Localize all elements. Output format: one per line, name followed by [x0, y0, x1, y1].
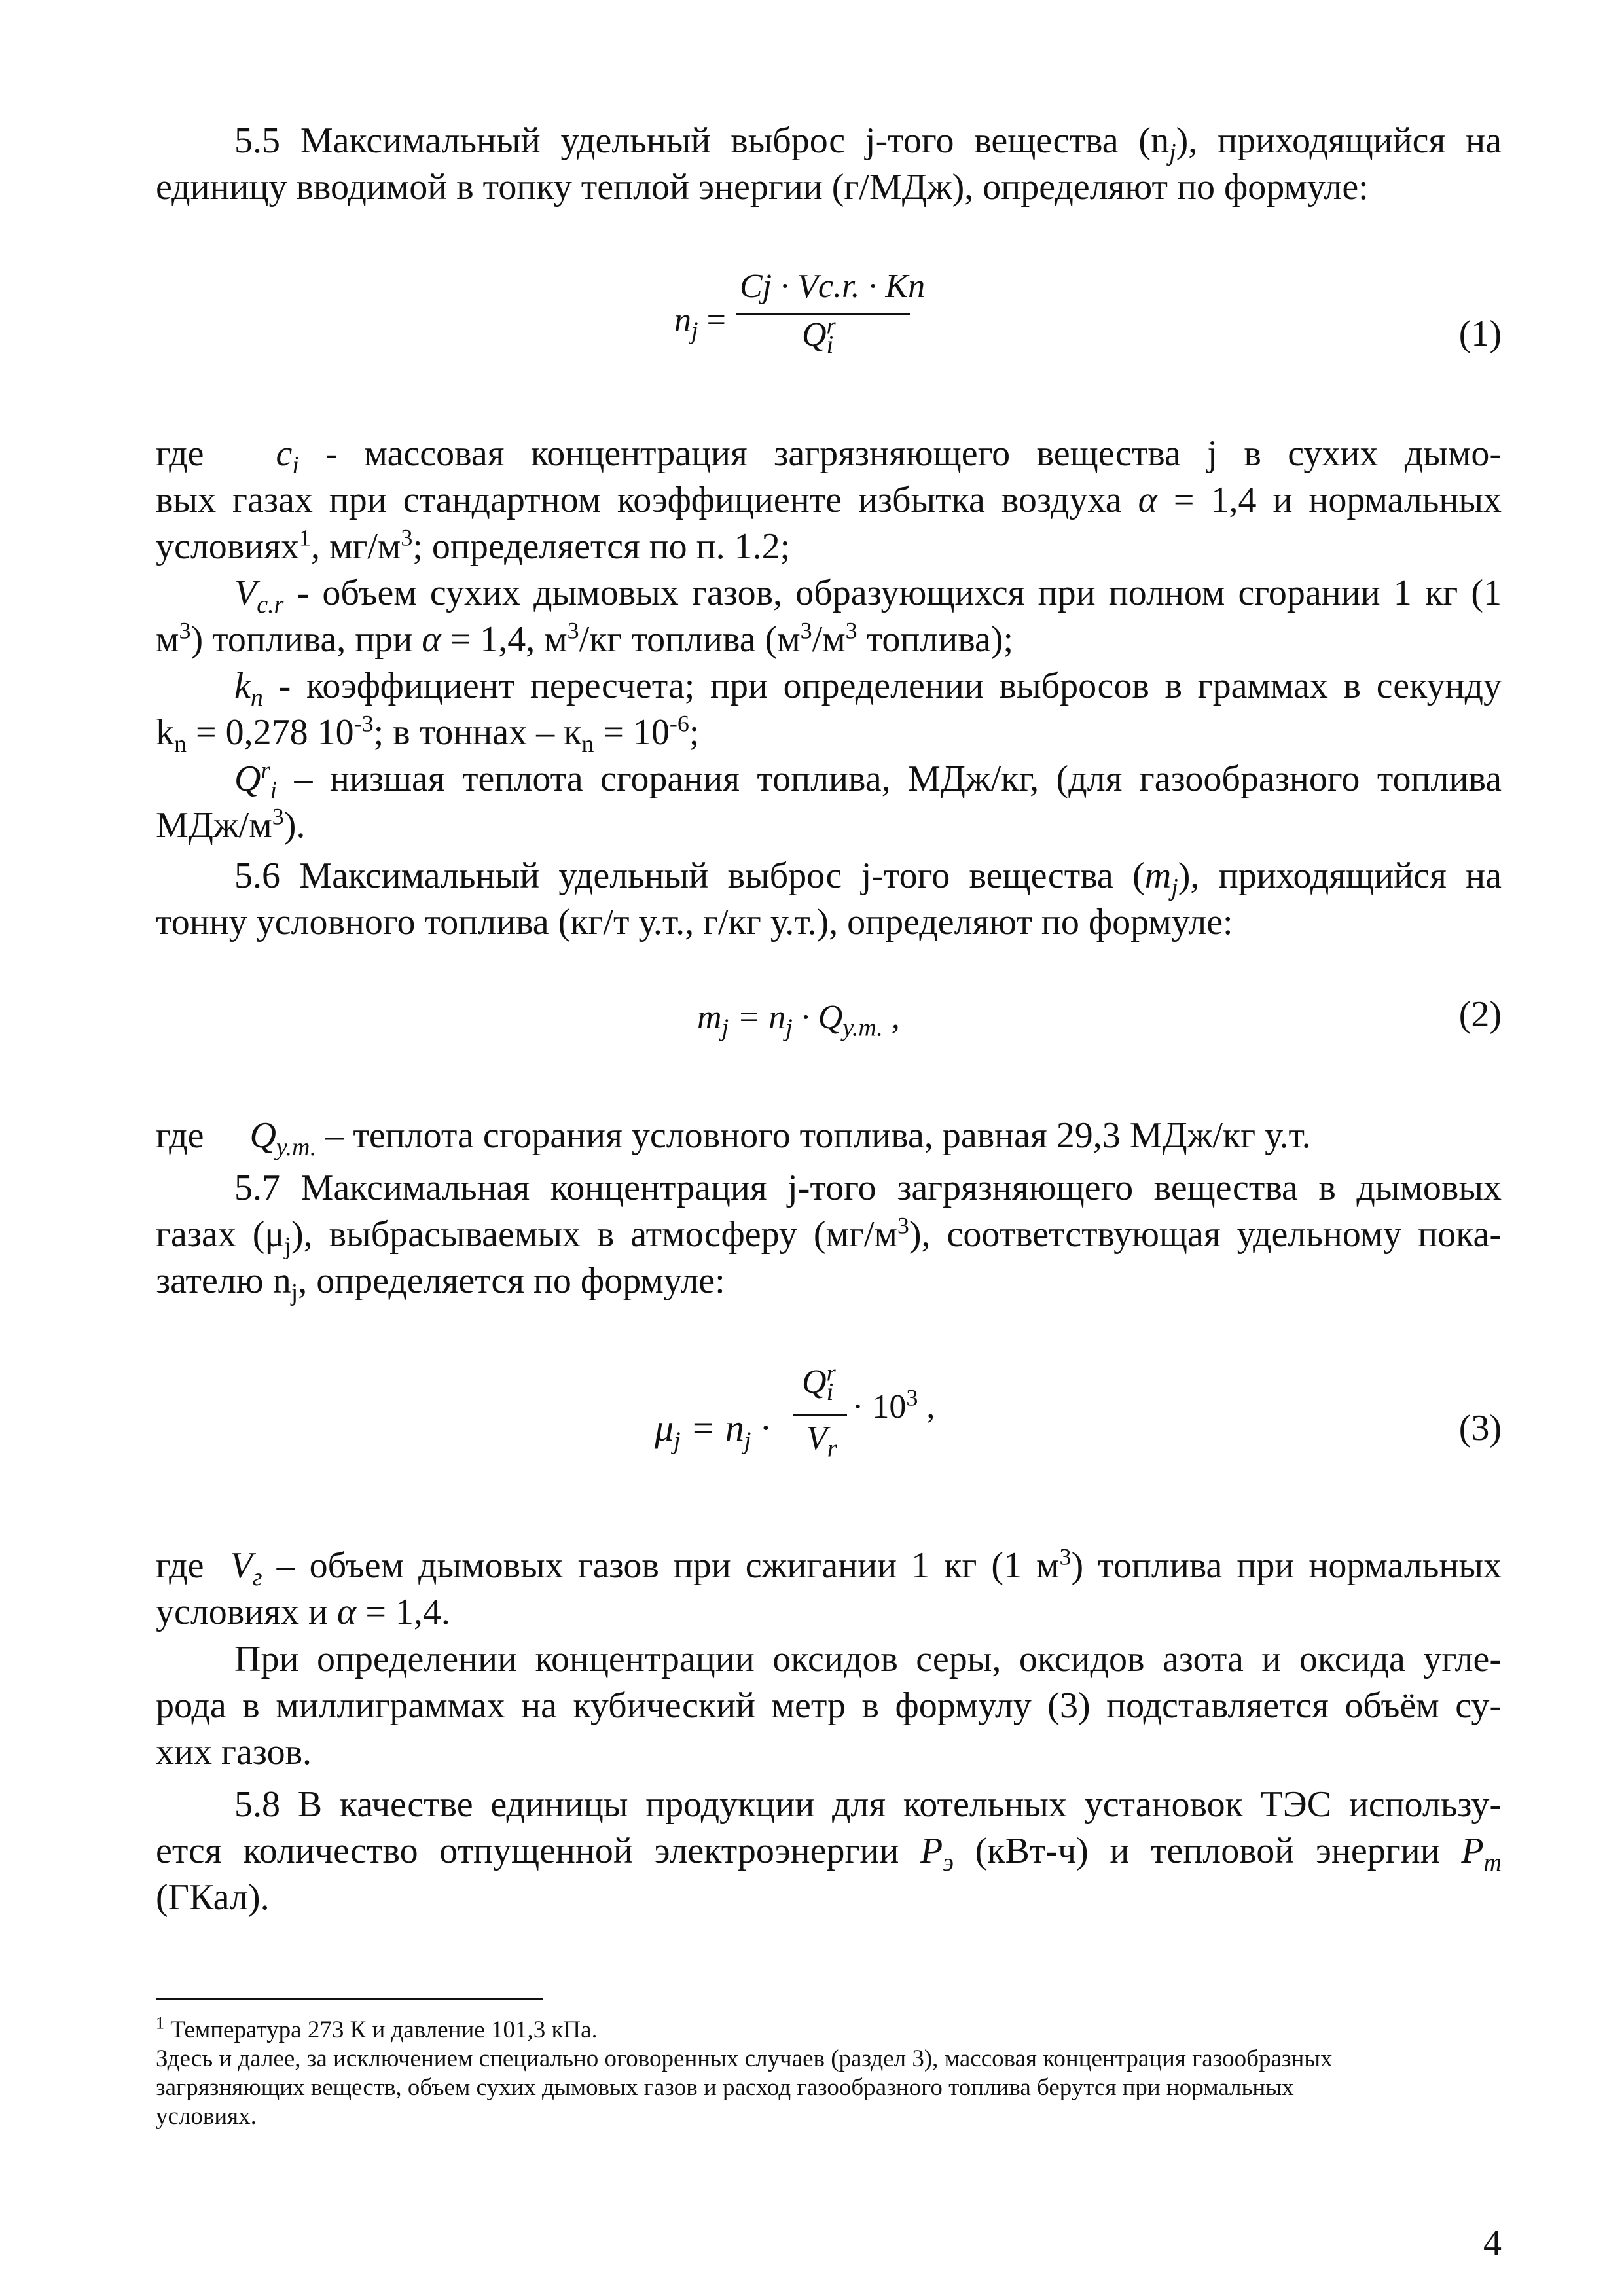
para-sulfur-line-3: хих газов. [156, 1732, 312, 1772]
formula-1-denominator: $Q^r_i$ [802, 312, 836, 359]
formula-2: $m_j = n_j \cdot Q_{у.т.}$ , [697, 999, 900, 1042]
where-c-line-3: условиях$^1$, $мг/м^3$; определяется по п. 1.2; [156, 524, 791, 567]
formula-3-fraction-bar [793, 1414, 847, 1416]
section-5-6-line-2: тонну условного топлива (кг/т у.т., г/кг у.т.), определяют по формуле: [156, 902, 1233, 942]
footnote-line-2: Здесь и далее, за исключением специально оговоренных случаев (раздел 3), массовая концентрация газообразных [156, 2045, 1333, 2072]
section-5-7-line-3: зателю $n_j$, определяется по формуле: [156, 1261, 725, 1307]
section-5-7-line-2: газах $(\mu_j)$, выбрасываемых в атмосферу $(мг/м^3)$, соответствующая удельному пока- [156, 1212, 1502, 1261]
para-sulfur-line-2: рода в миллиграммах на кубический метр в формулу (3) подставляется объём су- [156, 1685, 1502, 1726]
where-vg-line-1: где $V_г$ – объем дымовых газов при сжигании 1 кг (1 $м^3$) топлива при нормальных [156, 1543, 1502, 1592]
where-v-line-2: $м^3$) топлива, при α = 1,4, $м^3/кг$ топлива ($м^3/м^3$ топлива); [156, 617, 1014, 660]
where-v-line-1: $V_{c.r}$ - объем сухих дымовых газов, образующихся при полном сгорании 1 кг (1 [234, 573, 1502, 619]
section-5-8-line-3: (ГКал). [156, 1877, 270, 1918]
footnote-line-1: $^1$ Температура 273 К и давление 101,3 кПа. [156, 2013, 598, 2043]
equation-number-2: (2) [1458, 994, 1502, 1035]
section-5-7-line-1: 5.7 Максимальная концентрация j-того загрязняющего вещества в дымовых [234, 1168, 1502, 1208]
formula-3-lhs: $\mu_j = n_j$ · [655, 1407, 770, 1455]
formula-3-numerator: $Q^r_i$ [802, 1359, 836, 1407]
para-sulfur-line-1: При определении концентрации оксидов серы, оксидов азота и оксида угле- [234, 1639, 1502, 1679]
where-q-line-1: $Q^r_i$ – низшая теплота сгорания топлива, МДж/кг, (для газообразного топлива [234, 757, 1502, 805]
section-5-8-line-2: ется количество отпущенной электроэнергии $P_э$ (кВт-ч) и тепловой энергии $P_т$ [156, 1831, 1502, 1877]
where-k-line-2: $k_n = 0,278$ $10^{-3}$; в тоннах – $к_n = 10^{-6}$; [156, 710, 700, 759]
footnote-line-3: загрязняющих веществ, объем сухих дымовых газов и расход газообразного топлива берутся при нормальных [156, 2074, 1294, 2101]
equation-number-3: (3) [1458, 1408, 1502, 1448]
section-5-5-line-1: 5.5 Максимальный удельный выброс j-того вещества $(n_j)$, приходящийся на [234, 120, 1502, 167]
formula-3-multiplier: · $10^3$ , [852, 1384, 935, 1426]
section-5-8-line-1: 5.8 В качестве единицы продукции для котельных установок ТЭС использу- [234, 1784, 1502, 1825]
where-k-line-1: $k_n$ - коэффициент пересчета; при определении выбросов в граммах в секунду [234, 666, 1502, 712]
page-number: 4 [1483, 2223, 1502, 2263]
equation-number-1: (1) [1458, 314, 1502, 354]
formula-3-denominator: $V_r$ [806, 1420, 837, 1463]
formula-1-fraction-bar [736, 313, 910, 315]
where-q-line-2: МДж/$м^3$). [156, 803, 306, 846]
formula-1-numerator: Cj · Vc.r. · Kn [740, 268, 926, 305]
where-vg-line-2: условиях и α = 1,4. [156, 1592, 450, 1632]
section-5-5-line-2: единицу вводимой в топку теплой энергии (г/МДж), определяют по формуле: [156, 167, 1369, 207]
formula-1-lhs: $n_j$ = [674, 302, 726, 345]
section-5-6-line-1: 5.6 Максимальный удельный выброс j-того вещества $(m_j)$, приходящийся на [234, 855, 1502, 902]
where-c-line-2: вых газах при стандартном коэффициенте избытка воздуха α = 1,4 и нормальных [156, 480, 1502, 520]
where-c-line-1: где $c_i$ - массовая концентрация загрязняющего вещества j в сухих дымо- [156, 433, 1502, 480]
where-q-ut: где $Q_{у.т.}$ – теплота сгорания условного топлива, равная 29,3 МДж/кг у.т. [156, 1115, 1311, 1162]
footnote-separator [156, 1998, 543, 2000]
footnote-line-4: условиях. [156, 2103, 257, 2130]
